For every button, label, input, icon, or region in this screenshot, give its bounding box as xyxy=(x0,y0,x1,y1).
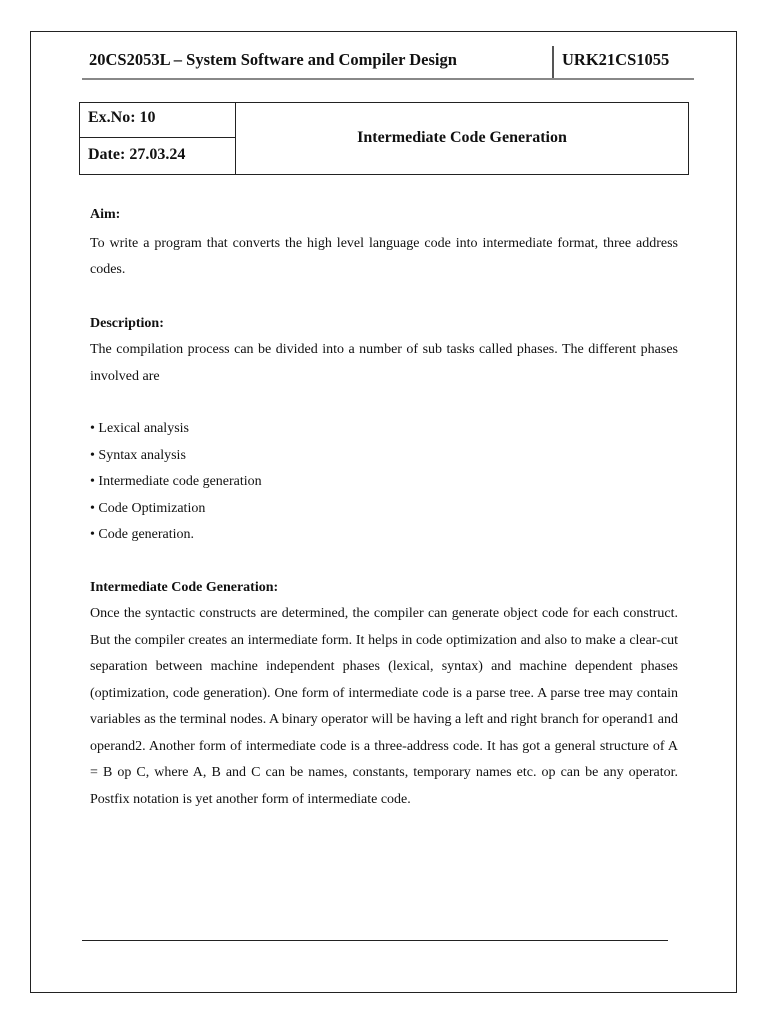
exercise-info-table xyxy=(79,102,689,175)
list-item: • Code generation. xyxy=(90,527,195,542)
aim-heading: Aim: xyxy=(90,207,121,222)
list-item: • Syntax analysis xyxy=(90,447,186,463)
page-header xyxy=(82,46,694,80)
exercise-title: Intermediate Code Generation xyxy=(357,128,567,146)
description-text: The compilation process can be divided into a number of sub tasks called phases. The different phases involved are xyxy=(90,342,678,384)
icg-heading: Intermediate Code Generation: xyxy=(90,579,279,595)
footer-divider xyxy=(82,940,668,941)
header-divider xyxy=(552,46,554,78)
list-item: • Lexical analysis xyxy=(90,421,189,436)
icg-text: Once the syntactic constructs are determined, the compiler can generate object code for each construct. But the compiler creates an intermediate form. It helps in code optimization and also to make a clear-cut separation between machine independent phases (lexical, syntax) and machine dependent phases (optimization, code generation). One form of intermediate code is a parse tree. A parse tree may contain variables as the terminal nodes. A binary operator will be having a left and right branch for operand1 and operand2. Another form of intermediate code is a three-address code. It has got a general structure of A = B op C, where A, B and C can be names, constants, temporary names etc. op can be any operator. Postfix notation is yet another form of intermediate code. xyxy=(90,606,678,807)
course-title: 20CS2053L – System Software and Compiler Design xyxy=(89,50,457,69)
document-body xyxy=(90,202,678,813)
phases-list xyxy=(90,416,678,549)
exercise-meta-cell xyxy=(80,103,236,174)
description-heading: Description: xyxy=(90,315,164,331)
list-item: • Intermediate code generation xyxy=(90,474,262,489)
list-item: • Code Optimization xyxy=(90,500,206,516)
roll-number: URK21CS1055 xyxy=(562,50,670,69)
exercise-date: Date: 27.03.24 xyxy=(88,146,186,163)
exercise-number: Ex.No: 10 xyxy=(80,103,235,138)
aim-text: To write a program that converts the high level language code into intermediate format, three address codes. xyxy=(90,235,678,277)
